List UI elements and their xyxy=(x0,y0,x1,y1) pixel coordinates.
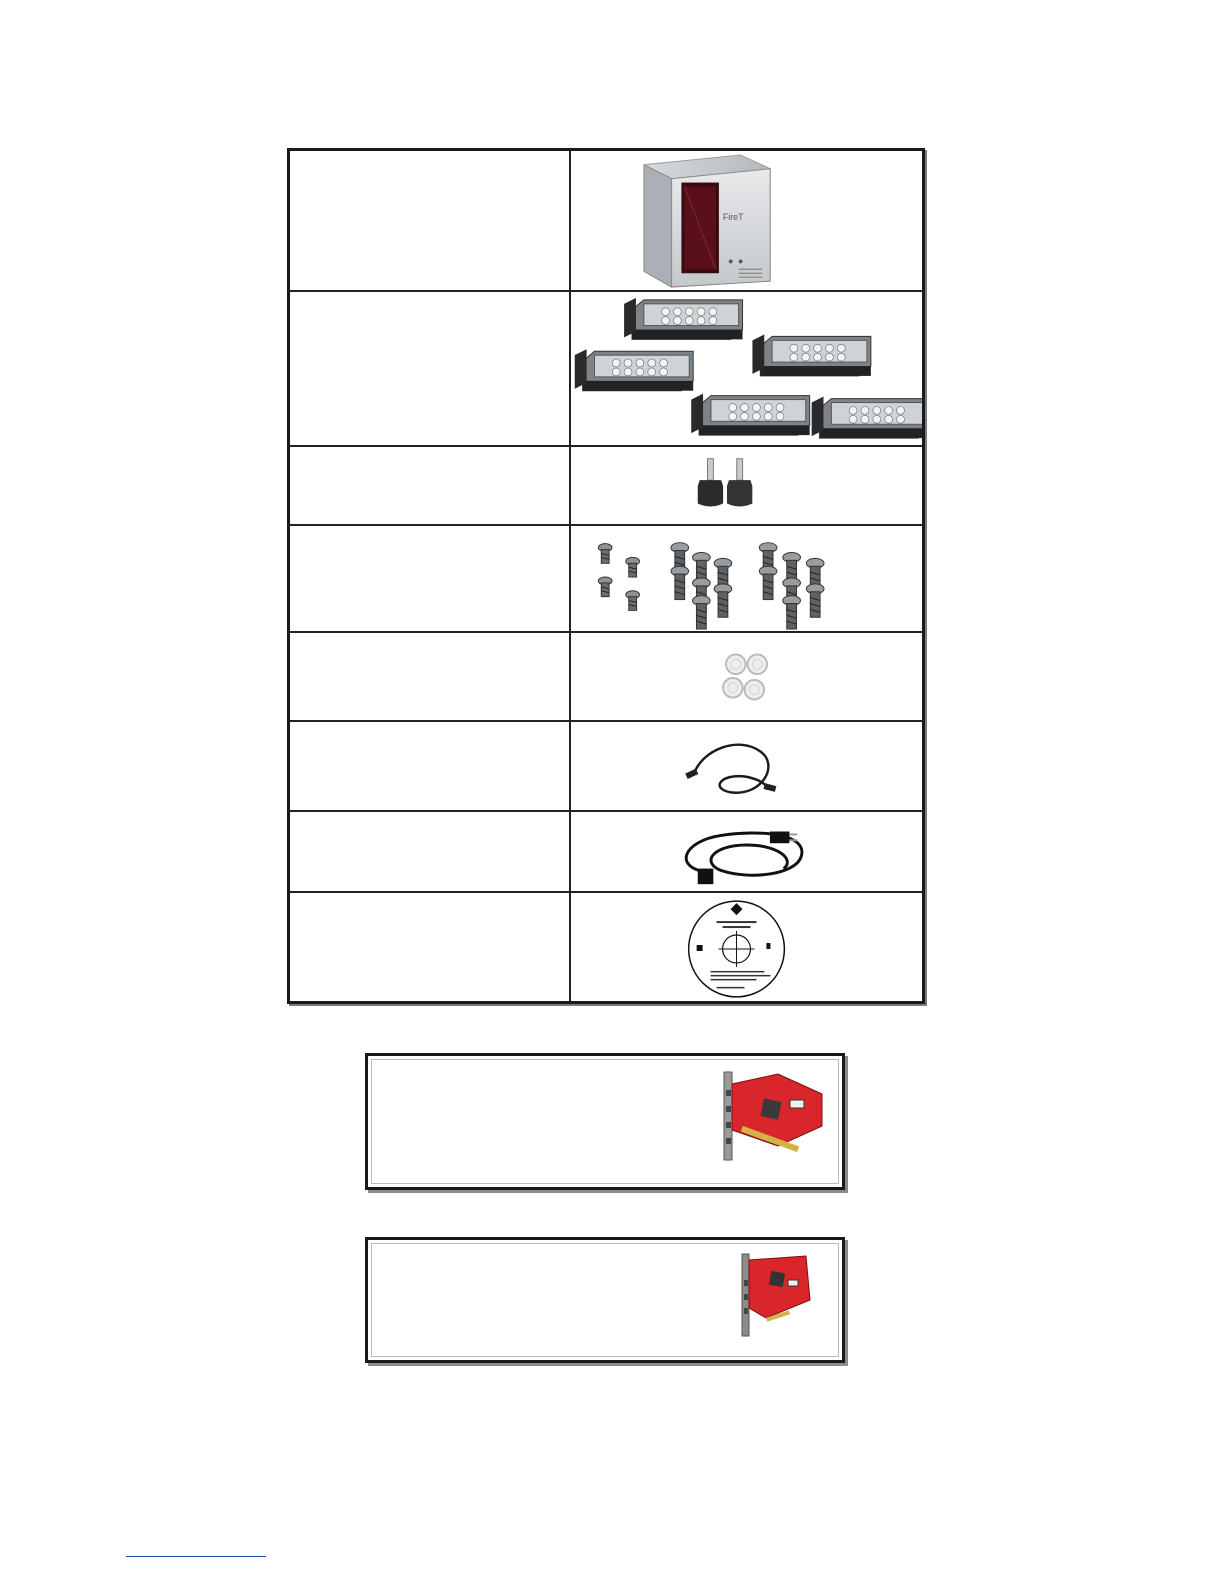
item-label-cell xyxy=(290,292,571,445)
item-image-cell xyxy=(571,812,922,891)
table-row xyxy=(290,292,922,447)
drive-trays-image xyxy=(571,292,922,445)
table-row xyxy=(290,447,922,526)
footnote-separator xyxy=(126,1556,266,1557)
item-label-cell xyxy=(290,633,571,720)
table-row xyxy=(290,812,922,893)
optional-card-box xyxy=(365,1237,845,1363)
item-image-cell xyxy=(571,151,922,290)
item-image-cell xyxy=(571,447,922,524)
optional-card-box xyxy=(365,1053,845,1190)
esata-cable-image xyxy=(571,722,922,810)
table-row xyxy=(290,893,922,1001)
pci-card-image xyxy=(718,1070,828,1164)
item-image-cell xyxy=(571,722,922,810)
power-cord-image xyxy=(571,812,922,891)
screws-image xyxy=(571,526,922,631)
table-row xyxy=(290,151,922,292)
item-image-cell xyxy=(571,893,922,1001)
item-label-cell xyxy=(290,447,571,524)
rubber-feet-image xyxy=(571,633,922,720)
item-image-cell xyxy=(571,633,922,720)
item-image-cell xyxy=(571,526,922,631)
item-label-cell xyxy=(290,812,571,891)
table-row xyxy=(290,633,922,722)
cd-disc-image xyxy=(571,893,922,1001)
item-label-cell xyxy=(290,526,571,631)
keys-image xyxy=(571,447,922,524)
item-image-cell xyxy=(571,292,922,445)
item-label-cell xyxy=(290,722,571,810)
item-label-cell xyxy=(290,151,571,290)
table-row xyxy=(290,722,922,812)
svg-text:FireT: FireT xyxy=(722,212,744,223)
enclosure-image xyxy=(571,151,922,290)
item-label-cell xyxy=(290,893,571,1001)
package-contents-table xyxy=(287,148,925,1004)
table-row xyxy=(290,526,922,633)
pcie-card-image xyxy=(736,1250,816,1340)
